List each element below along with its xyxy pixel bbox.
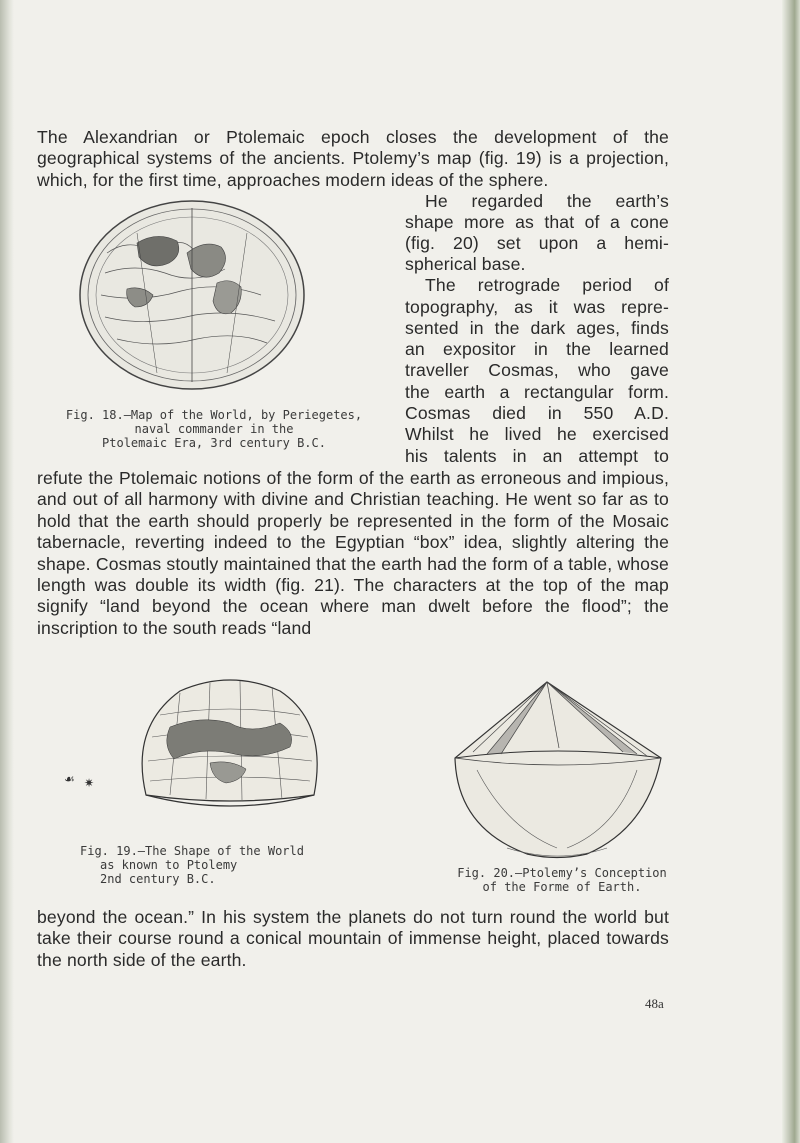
side-line-11: Cosmas died in 550 A.D.: [405, 403, 669, 423]
caption-line: Fig. 20.—Ptolemy’s Conception: [457, 866, 667, 880]
figure-20-caption: [417, 866, 707, 894]
paragraph-bottom: beyond the ocean.” In his system the planets do not turn round the world but take their course round a conical mountain of immense height, placed towards the north side of the earth.: [37, 907, 669, 970]
side-line-1: He regarded the earth’s: [425, 191, 669, 211]
caption-line: Fig. 18.—Map of the World, by Periegetes,: [65, 408, 363, 422]
paragraph-middle: refute the Ptolemaic notions of the form of the earth as erroneous and impious, and out of all harmony with divine and Christian teaching. He went so far as to hold that the earth should properly be represented in the form of the Mosaic tabernacle, reverting indeed to the Egyptian “box” idea, slightly altering the shape. Cosmas stoutly maintained that the earth had the form of a table, whose length was double its width (fig. 21). The characters at the top of the map signify “land beyond the ocean where man dwelt before the flood”; the inscription to the south reads “land: [37, 468, 669, 638]
svg-text:☙: ☙: [64, 772, 75, 786]
page-edge-left: [0, 0, 14, 1143]
side-line-13: his talents in an attempt to: [405, 446, 669, 466]
figure-19-caption: [80, 844, 360, 886]
side-line-6: topography, as it was repre-: [405, 297, 669, 317]
side-line-3: (fig. 20) set upon a hemi-: [405, 233, 669, 253]
page-edge-right: [782, 0, 800, 1143]
page-number: 48a: [645, 996, 664, 1011]
side-line-10: the earth a rectangular form.: [405, 382, 669, 402]
caption-line: Fig. 19.—The Shape of the World: [80, 844, 304, 858]
figure-19-ptolemy-world: [60, 667, 350, 837]
caption-line: Ptolemaic Era, 3rd century B.C.: [102, 436, 326, 450]
svg-text:✷: ✷: [84, 776, 95, 790]
side-line-8: an expositor in the learned: [405, 339, 669, 359]
side-line-9: traveller Cosmas, who gave: [405, 360, 669, 380]
side-line-4: spherical base.: [405, 254, 526, 274]
caption-line: naval commander in the: [134, 422, 294, 436]
side-line-5: The retrograde period of: [425, 275, 669, 295]
side-line-12: Whilst he lived he exercised: [405, 424, 669, 444]
caption-line: of the Forme of Earth.: [482, 880, 642, 894]
caption-line: 2nd century B.C.: [100, 872, 216, 886]
side-line-2: shape more as that of a cone: [405, 212, 669, 232]
figure-20-cone-earth: [447, 678, 672, 863]
caption-line: as known to Ptolemy: [100, 858, 238, 872]
figure-18-map-of-world: [77, 193, 307, 398]
side-line-7: sented in the dark ages, finds: [405, 318, 669, 338]
paragraph-top: The Alexandrian or Ptolemaic epoch closes the development of the geographical systems of the ancients. Ptolemy’s map (fig. 19) is a projection, which, for the first time, approaches modern ideas of the sphere.: [37, 127, 669, 190]
figure-18-caption: [34, 408, 394, 450]
